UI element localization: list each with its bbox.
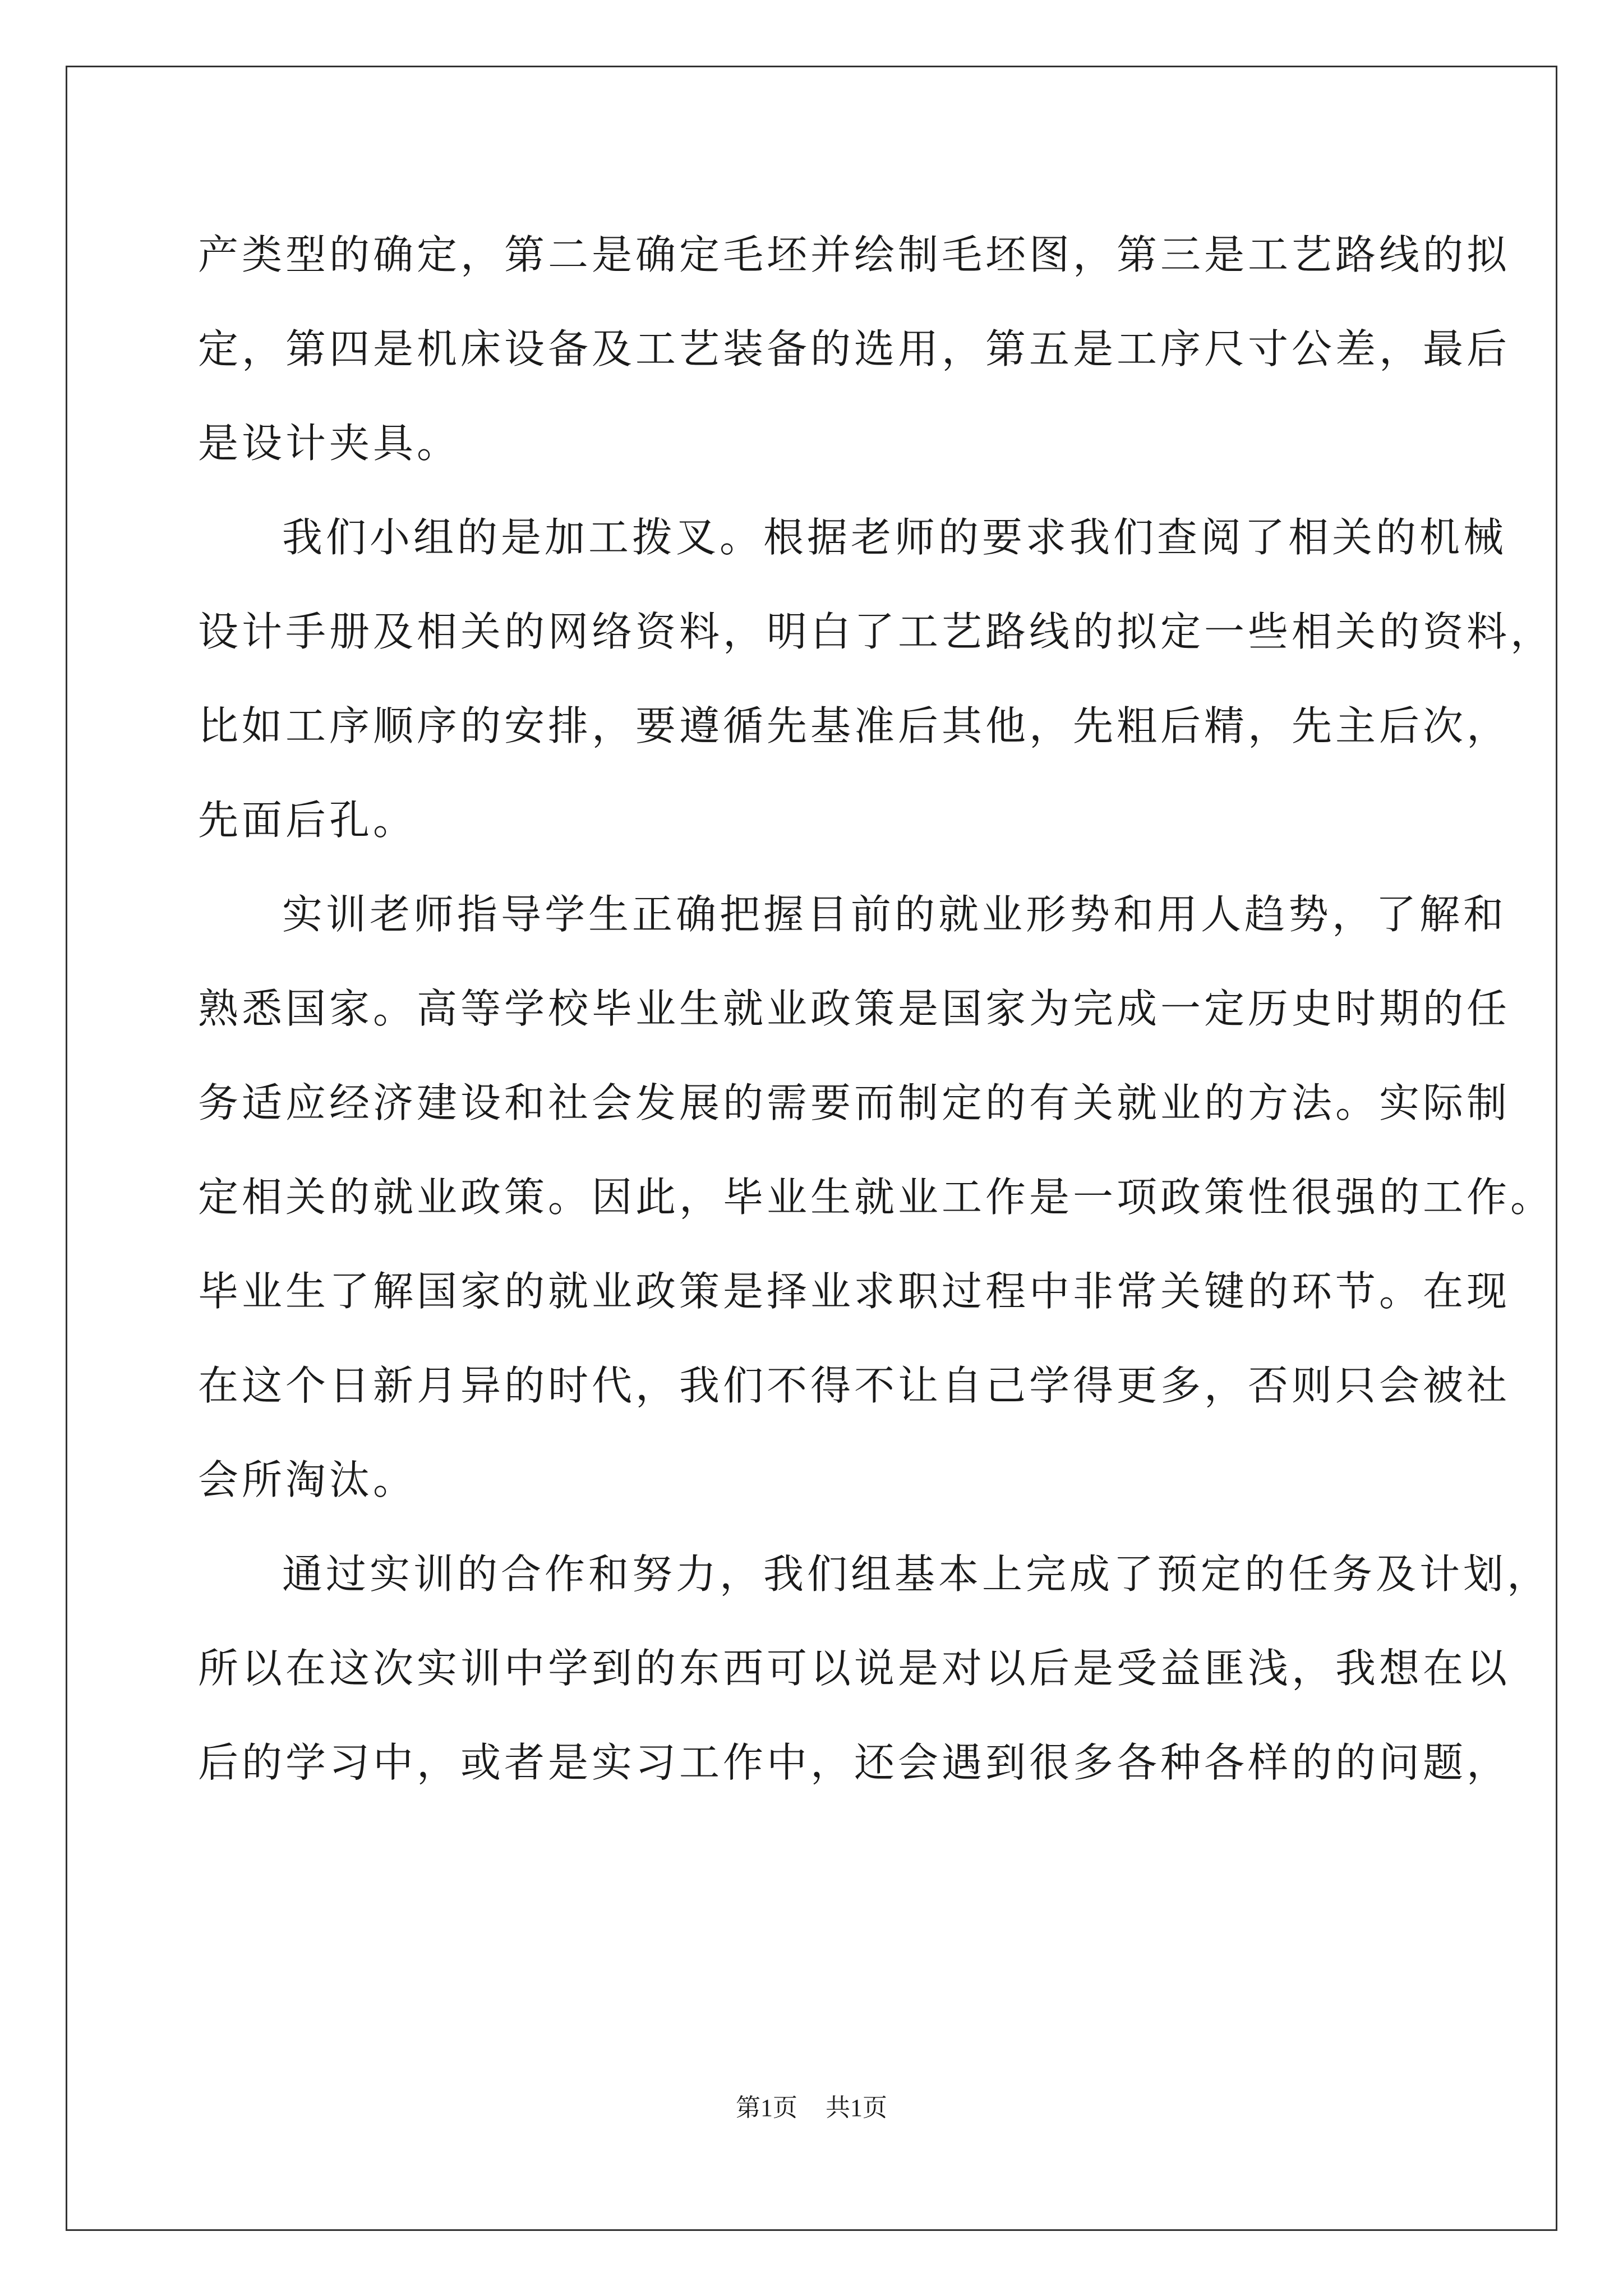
text-line: 务适应经济建设和社会发展的需要而制定的有关就业的方法。实际制 [198,1079,1511,1126]
text-line: 所以在这次实训中学到的东西可以说是对以后是受益匪浅，我想在以 [198,1645,1511,1692]
text-line: 后的学习中，或者是实习工作中，还会遇到很多各种各样的的问题， [198,1739,1511,1786]
text-line: 比如工序顺序的安排，要遵循先基准后其他，先粗后精，先主后次， [198,702,1511,749]
page-number-current: 第1页 [736,2094,797,2122]
paragraph-first-line: 实训老师指导学生正确把握目前的就业形势和用人趋势，了解和 [282,891,1507,938]
text-line: 熟悉国家。高等学校毕业生就业政策是国家为完成一定历史时期的任 [198,985,1511,1032]
document-body [198,208,1555,1810]
page-footer [0,2091,1623,2125]
paragraph-first-line: 通过实训的合作和努力，我们组基本上完成了预定的任务及计划， [282,1550,1551,1598]
paragraph-first-line: 我们小组的是加工拨叉。根据老师的要求我们查阅了相关的机械 [282,514,1507,561]
text-line: 是设计夹具。 [198,420,461,467]
text-line: 产类型的确定，第二是确定毛坯并绘制毛坯图，第三是工艺路线的拟 [198,231,1511,278]
text-line: 会所淘汰。 [198,1456,417,1503]
page-number-total: 共1页 [826,2094,887,2122]
text-line: 先面后孔。 [198,797,417,844]
text-line: 定相关的就业政策。因此，毕业生就业工作是一项政策性很强的工作。 [198,1174,1555,1221]
text-line: 在这个日新月异的时代，我们不得不让自己学得更多，否则只会被社 [198,1362,1511,1409]
text-line: 设计手册及相关的网络资料，明白了工艺路线的拟定一些相关的资料， [198,608,1555,655]
text-line: 毕业生了解国家的就业政策是择业求职过程中非常关键的环节。在现 [198,1268,1511,1315]
text-line: 定，第四是机床设备及工艺装备的选用，第五是工序尺寸公差，最后 [198,325,1511,372]
